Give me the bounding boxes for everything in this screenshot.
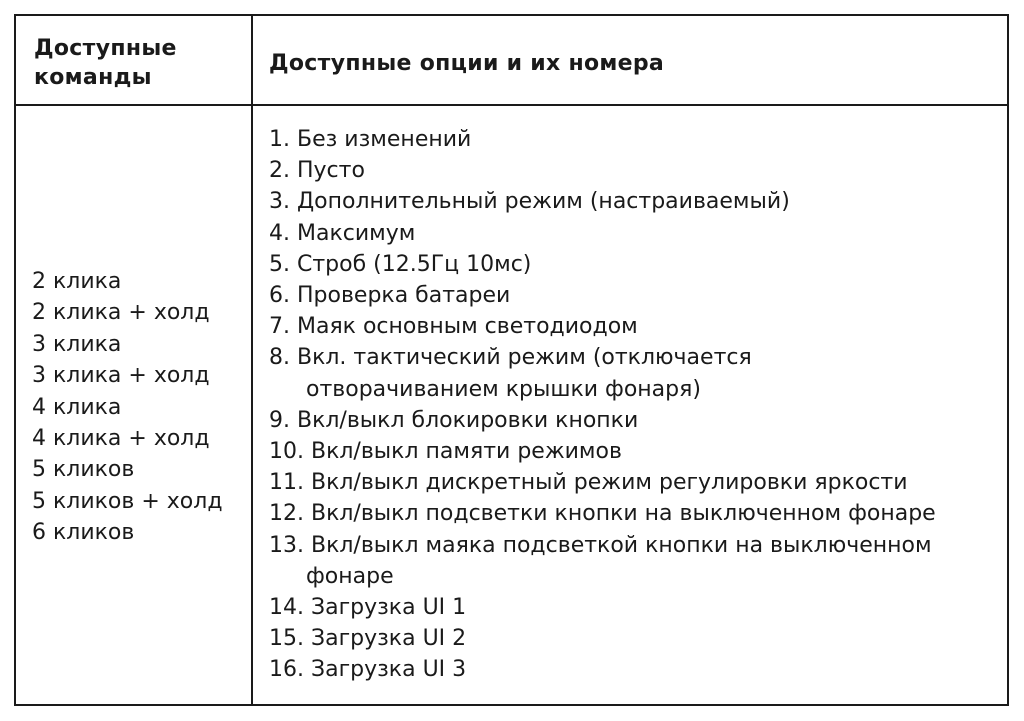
header-divider [16, 104, 1007, 106]
command-item: 6 кликов [32, 520, 135, 546]
column-divider [251, 16, 253, 704]
command-item: 3 клика [32, 331, 122, 357]
option-item: 12. Вкл/выкл подсветки кнопки на выключенном фонаре [269, 501, 936, 527]
option-item: 3. Дополнительный режим (настраиваемый) [269, 189, 790, 215]
command-item: 2 клика + холд [32, 300, 210, 326]
option-item-continuation: фонаре [306, 563, 394, 589]
option-item: 13. Вкл/выкл маяка подсветкой кнопки на выключенном [269, 532, 932, 558]
option-item: 6. Проверка батареи [269, 283, 511, 309]
option-item: 10. Вкл/выкл памяти режимов [269, 439, 622, 465]
options-list [269, 124, 936, 686]
option-item: 14. Загрузка UI 1 [269, 595, 467, 621]
option-item: 1. Без изменений [269, 127, 472, 152]
command-item: 5 кликов [32, 457, 135, 483]
option-item: 7. Маяк основным светодиодом [269, 314, 638, 340]
option-item: 4. Максимум [269, 220, 416, 246]
option-item: 11. Вкл/выкл дискретный режим регулировки яркости [269, 470, 908, 496]
header-commands [34, 34, 234, 92]
option-item: 16. Загрузка UI 3 [269, 657, 467, 683]
command-item: 4 клика [32, 394, 122, 420]
command-item: 2 клика [32, 269, 122, 294]
option-item: 9. Вкл/выкл блокировки кнопки [269, 407, 639, 433]
header-commands-line2: команды [34, 65, 152, 90]
option-item: 15. Загрузка UI 2 [269, 626, 467, 652]
commands-list [32, 266, 223, 549]
option-item: 2. Пусто [269, 158, 365, 184]
command-item: 4 клика + холд [32, 426, 210, 452]
command-item: 3 клика + холд [32, 363, 210, 389]
option-item: 8. Вкл. тактический режим (отключается [269, 345, 752, 371]
commands-table [14, 14, 1009, 706]
header-options: Доступные опции и их номера [269, 51, 665, 76]
header-commands-line1: Доступные [34, 36, 177, 61]
option-item: 5. Строб (12.5Гц 10мс) [269, 251, 532, 277]
option-item-continuation: отворачиванием крышки фонаря) [306, 376, 701, 402]
command-item: 5 кликов + холд [32, 488, 223, 514]
